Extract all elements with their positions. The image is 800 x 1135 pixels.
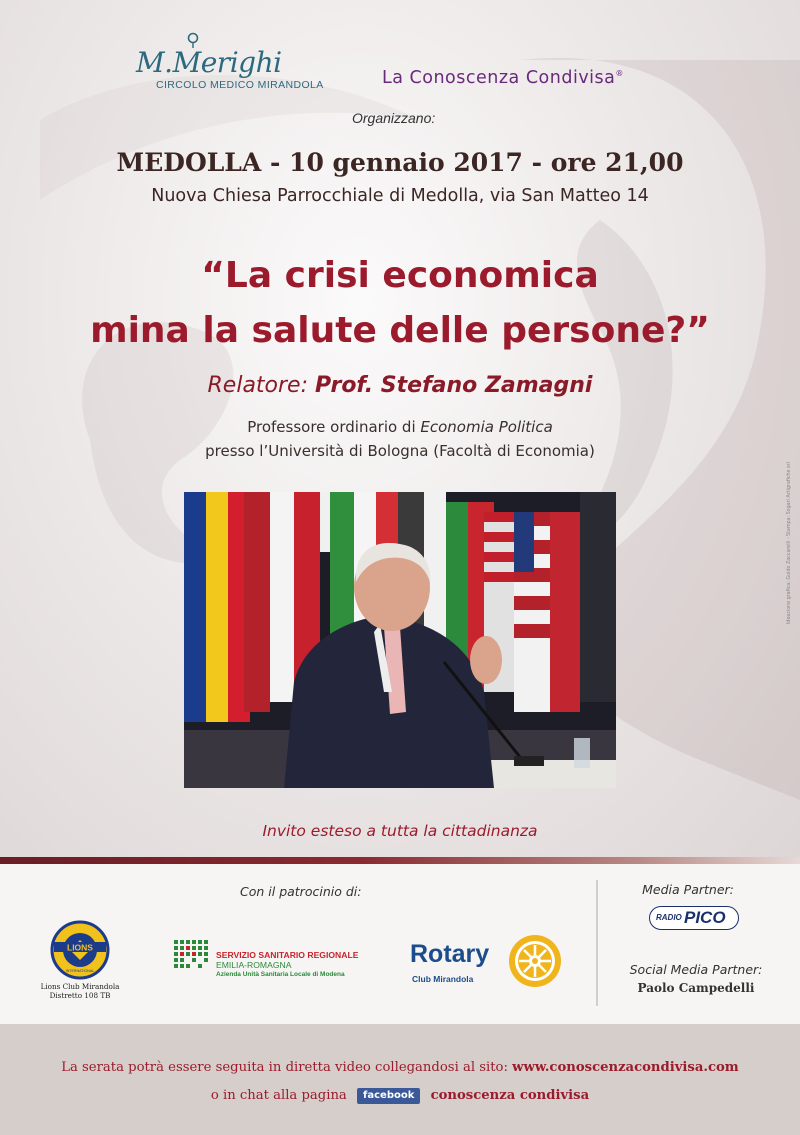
ssr-dots-icon (172, 938, 212, 978)
footer-line1-text: La serata potrà essere seguita in diretta video collegandosi al sito: (61, 1060, 513, 1075)
conoscenza-name: La Conoscenza Condivisa (382, 68, 616, 88)
patronage-label: Con il patrocinio di: (240, 884, 362, 899)
speaker-label: Relatore: (207, 373, 316, 398)
ssr-line1: SERVIZIO SANITARIO REGIONALE (216, 950, 359, 960)
lions-badge-text: LIONS (67, 942, 93, 953)
speaker-name: Prof. Stefano Zamagni (315, 373, 593, 398)
talk-title-line1: “La crisi economica (201, 255, 599, 296)
lions-club-logo (40, 920, 120, 1000)
lions-club-name (40, 982, 120, 1000)
circolo-medico-logo (136, 32, 336, 94)
radio-pico-big: PICO (684, 908, 726, 927)
speaker-role-line2: presso l’Università di Bologna (Facoltà di Economia) (205, 442, 595, 460)
media-partner-label: Media Partner: (642, 882, 734, 897)
radio-pico-small: RADIO (656, 913, 682, 922)
social-media-partner-name: Paolo Campedelli (637, 981, 755, 995)
radio-pico-logo (649, 906, 739, 930)
section-divider (0, 857, 800, 864)
speaker-line (0, 373, 800, 398)
lions-club-line1: Lions Club Mirandola (40, 982, 120, 991)
sponsors-section (0, 864, 800, 1024)
lions-emblem-icon (40, 920, 120, 980)
rotary-name: Rotary (410, 940, 490, 968)
merighi-subtitle: CIRCOLO MEDICO MIRANDOLA (156, 79, 324, 91)
rotary-club-name: Club Mirandola (412, 974, 474, 984)
event-date-line: MEDOLLA - 10 gennaio 2017 - ore 21,00 (116, 148, 684, 177)
invitation-note: Invito esteso a tutta la cittadinanza (262, 822, 538, 840)
lions-arc-text: INTERNATIONAL (65, 969, 95, 973)
ssr-line2: EMILIA-ROMAGNA (216, 960, 292, 970)
speaker-role-line1: Professore ordinario di Economia Politica (247, 418, 553, 436)
speaker-subject: Economia Politica (420, 418, 553, 436)
footer-line2-text: o in chat alla pagina (210, 1088, 347, 1103)
talk-title-line2: mina la salute delle persone?” (90, 310, 710, 351)
social-media-partner-label: Social Media Partner: (629, 962, 763, 977)
organizers-label: Organizzano: (352, 110, 436, 126)
conoscenza-condivisa-logo (382, 68, 624, 88)
facebook-icon[interactable]: facebook (357, 1088, 420, 1104)
vertical-divider (596, 880, 598, 1006)
facebook-page-link[interactable]: conoscenza condivisa (430, 1088, 590, 1103)
footer (0, 1024, 800, 1135)
ssr-text (216, 950, 358, 980)
lions-club-line2: Distretto 108 TB (49, 991, 111, 1000)
event-venue: Nuova Chiesa Parrocchiale di Medolla, via San Matteo 14 (151, 186, 649, 206)
footer-chat-line (0, 1088, 800, 1104)
servizio-sanitario-logo (172, 938, 359, 982)
merighi-name: M.Merighi (136, 46, 282, 79)
speaker-photo (184, 492, 616, 788)
speaker-role (0, 415, 800, 463)
rotary-wheel-icon (507, 933, 563, 989)
registered-mark: ® (615, 69, 624, 79)
speaker-photo-illustration (184, 492, 616, 788)
website-link[interactable]: www.conoscenzacondivisa.com (512, 1060, 739, 1075)
graphic-credit: Ideazione grafica: Guido Zaccarelli - Stampa: Sogari Artigrafiche srl (787, 462, 792, 624)
footer-streaming-line (0, 1060, 800, 1075)
talk-title (0, 248, 800, 358)
ssr-line3: Azienda Unità Sanitaria Locale di Modena (216, 971, 345, 978)
